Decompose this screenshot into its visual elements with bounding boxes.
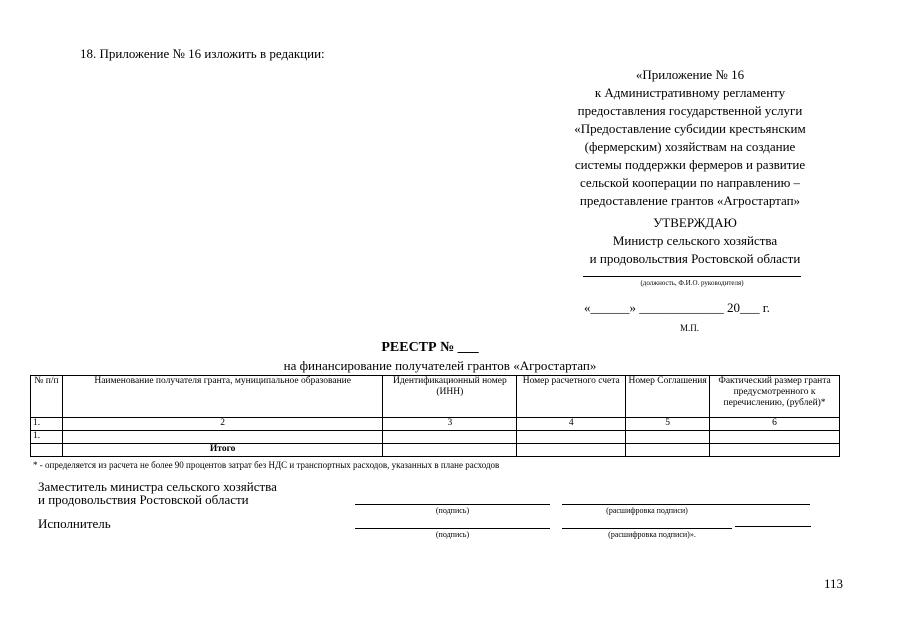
appendix-line: «Предоставление субсидии крестьянским (574, 121, 806, 136)
total-label: Итого (62, 444, 382, 457)
page-number: 113 (824, 576, 844, 591)
cell (626, 444, 710, 457)
cell (626, 431, 710, 444)
header-cell: Наименование получателя гранта, муниципальное образование (62, 376, 382, 418)
registry-subtitle: на финансирование получателей грантов «Агростартап» (283, 358, 597, 373)
stamp-place: М.П. (680, 323, 700, 333)
cell (383, 431, 517, 444)
approval-line: и продовольствия Ростовской области (589, 251, 801, 266)
table-row (31, 431, 840, 444)
appendix-line: «Приложение № 16 (635, 67, 745, 82)
approval-title: УТВЕРЖДАЮ (653, 215, 737, 230)
header-cell: Номер Соглашения (626, 376, 710, 418)
header-cell: Фактический размер гранта предусмотренного к перечислению, (рублей)* (710, 376, 840, 418)
cell (517, 444, 626, 457)
deputy-sign-caption: (подпись) (435, 506, 470, 515)
deputy-decode-line (562, 504, 810, 505)
cell: 6 (710, 418, 840, 431)
approval-signature-line (583, 276, 801, 277)
cell (62, 431, 382, 444)
executor-label: Исполнитель (38, 516, 111, 531)
cell (517, 431, 626, 444)
table-row-numbering (31, 418, 840, 431)
appendix-line: предоставление грантов «Агростартап» (579, 193, 801, 208)
deputy-sign-line (355, 504, 550, 505)
appendix-line: предоставления государственной услуги (577, 103, 803, 118)
deputy-line: Заместитель министра сельского хозяйства (38, 479, 277, 494)
appendix-line: системы поддержки фермеров и развитие (574, 157, 806, 172)
table-header-row (31, 376, 840, 418)
executor-extra-line (735, 526, 811, 527)
executor-decode-line (562, 528, 732, 529)
cell: 1. (31, 431, 63, 444)
approval-line: Министр сельского хозяйства (612, 233, 778, 248)
cell (710, 444, 840, 457)
cell (31, 444, 63, 457)
registry-table (30, 375, 840, 457)
header-cell: Идентификационный номер (ИНН) (383, 376, 517, 418)
executor-sign-caption: (подпись) (435, 530, 470, 539)
header-cell: № п/п (31, 376, 63, 418)
approval-signature-hint: (должность, Ф.И.О. руководителя) (640, 279, 744, 287)
appendix-line: (фермерским) хозяйствам на создание (584, 139, 796, 154)
footnote: * - определяется из расчета не более 90 процентов затрат без НДС и транспортных расходов, указанных в плане расходов (33, 460, 500, 470)
approval-block (545, 214, 845, 268)
cell: 1. (31, 418, 63, 431)
header-cell: Номер расчетного счета (517, 376, 626, 418)
appendix-header (540, 66, 840, 210)
deputy-line: и продовольствия Ростовской области (38, 492, 249, 507)
appendix-line: к Административному регламенту (594, 85, 786, 100)
intro-paragraph: 18. Приложение № 16 изложить в редакции: (80, 46, 325, 61)
appendix-line: сельской кооперации по направлению – (579, 175, 801, 190)
cell (383, 444, 517, 457)
deputy-signer (38, 480, 277, 506)
executor-decode-caption: (расшифровка подписи)». (608, 530, 696, 539)
table-total-row (31, 444, 840, 457)
cell: 4 (517, 418, 626, 431)
cell: 3 (383, 418, 517, 431)
executor-sign-line (355, 528, 550, 529)
deputy-decode-caption: (расшифровка подписи) (606, 506, 688, 515)
registry-title: РЕЕСТР № ___ (381, 340, 479, 355)
cell: 2 (62, 418, 382, 431)
cell: 5 (626, 418, 710, 431)
cell (710, 431, 840, 444)
approval-date: «______» _____________ 20___ г. (584, 300, 770, 315)
